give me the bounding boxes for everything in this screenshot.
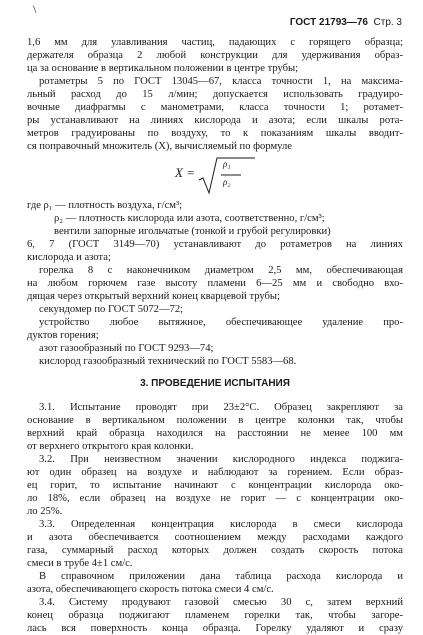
text-line: смеси в трубе 4±1 см/с. xyxy=(27,558,133,569)
text-line: 3.4. Систему продувают газовой смесью 30 с, затем верхний xyxy=(39,597,403,608)
document-body xyxy=(27,36,403,635)
text-line: ло 18%, если образец на воздухе не горит — с концентрации око- xyxy=(27,493,403,504)
text-line: держателя образца 2 любой конструкции для удерживания образ- xyxy=(27,50,403,61)
text-line: 6, 7 (ГОСТ 3149—70) устанавливают до ротаметров на линиях xyxy=(27,239,403,250)
text-line: метров градуированы по воздуху, то к показаниям шкалы вводит- xyxy=(27,128,403,139)
text-line: 3.3. Определенная концентрация кислорода в смеси кислорода xyxy=(39,519,403,530)
margin-mark: \ xyxy=(33,2,37,16)
text-line: ся поправочный множитель (X), вычисляемый по формуле xyxy=(27,141,292,152)
text-line: основание в вертикальном положении в центре колонки так, чтобы xyxy=(27,415,403,426)
formula xyxy=(27,153,403,199)
text-line: ца за основание в вертикальном положении в центре трубы; xyxy=(27,63,299,74)
text-line: 1,6 мм для улавливания частиц, падающих с горящего образца; xyxy=(27,37,403,48)
text-line: и азота обеспечивается соотношением между расходами каждого xyxy=(27,532,403,543)
text-line: секундомер по ГОСТ 5072—72; xyxy=(39,304,184,315)
text-line: верхний край образца находился на расстоянии не менее 100 мм xyxy=(27,428,403,439)
text-line: 3.2. При неизвестном значении кислородного индекса поджига- xyxy=(39,454,403,465)
text-line: льный расход до 15 л/мин; допускается использовать градуиро- xyxy=(27,89,403,100)
text-line: горелка 8 с наконечником диаметром 2,5 мм, обеспечивающая xyxy=(39,265,403,276)
text-line: ют один образец на воздухе и наблюдают за горением. Если образ- xyxy=(27,467,403,478)
formula-lhs: X = xyxy=(175,165,195,180)
page-number: Стр. 3 xyxy=(373,17,402,28)
text-line: газа, суммарный расход которых должен создать скорость потока xyxy=(27,545,403,556)
text-line: 3.1. Испытание проводят при 23±2°С. Образец закрепляют за xyxy=(39,402,403,413)
text-block-equipment xyxy=(27,36,403,153)
text-line: вочные диафрагмы с манометрами, класса точности 1; ротамет- xyxy=(27,102,403,113)
text-block-definitions xyxy=(27,199,403,368)
formula-numerator: ρ₁ xyxy=(223,159,231,169)
standard-number: ГОСТ 21793—76 xyxy=(289,17,368,28)
text-line: на любом горючем газе высоту пламени 6—25 мм и свободно вхо- xyxy=(27,278,403,289)
text-line: дуктов горения; xyxy=(27,330,99,341)
formula-denominator: ρ₂ xyxy=(223,177,231,187)
text-line: лась вся поверхность конца образца. Горелку удаляют и сразу xyxy=(27,623,403,634)
text-line: устройство любое вытяжное, обеспечивающее удаление про- xyxy=(39,317,403,328)
text-line: ротаметры 5 по ГОСТ 13045—67, класса точности 1, на максима- xyxy=(39,76,403,87)
text-line: ры устанавливают на линиях кислорода и азота; если шкалы рота- xyxy=(27,115,403,126)
text-line: от верхнего открытого края колонки. xyxy=(27,441,194,452)
section-title: 3. ПРОВЕДЕНИЕ ИСПЫТАНИЯ xyxy=(140,378,290,389)
text-line: азот газообразный по ГОСТ 9293—74; xyxy=(39,343,214,354)
text-line: ло 25%. xyxy=(27,506,63,517)
text-line: вентили запорные игольчатые (тонкой и грубой регулировки) xyxy=(54,226,331,237)
text-line: дящая через открытый верхний конец кварцевой трубы; xyxy=(27,291,280,302)
text-line: ец горит, то испытание начинают с концентрации кислорода око- xyxy=(27,480,403,491)
text-block-procedure xyxy=(27,401,403,635)
text-line: кислород газообразный технический по ГОСТ 5583—68. xyxy=(39,356,297,367)
page-header xyxy=(290,17,402,28)
text-line: ρ₂ — плотность кислорода или азота, соответственно, г/см³; xyxy=(54,213,325,224)
text-line: кислорода и азота; xyxy=(27,252,111,263)
text-line: азота, обеспечивающего скорость потока смеси 4 см/с. xyxy=(27,584,274,595)
text-line: В справочном приложении дана таблица расхода кислорода и xyxy=(39,571,403,582)
text-line: где ρ₁ — плотность воздуха, г/см³; xyxy=(27,200,183,211)
text-line: конец образца поджигают пламенем горелки так, чтобы загоре- xyxy=(27,610,403,621)
